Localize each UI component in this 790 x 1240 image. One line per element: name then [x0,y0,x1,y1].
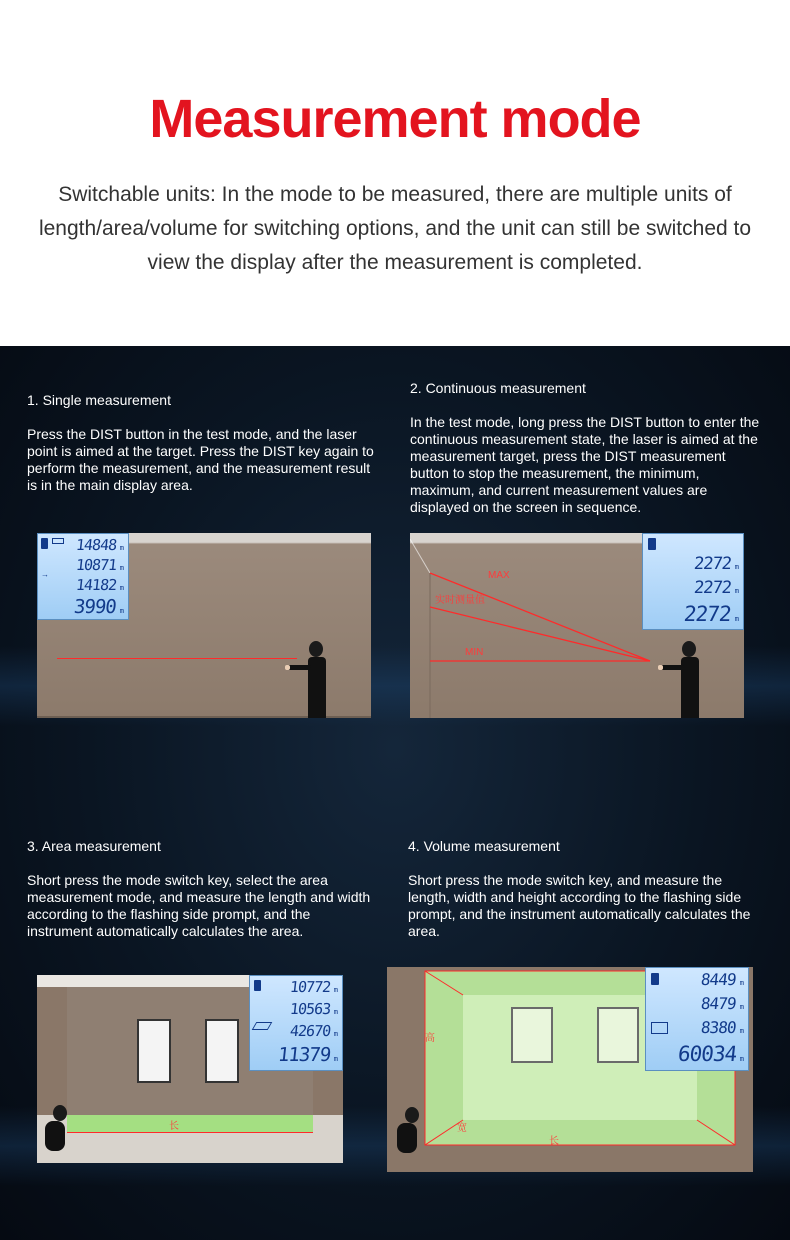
laser-line [67,1132,313,1133]
crouching-person-figure [391,1107,421,1157]
header [0,0,790,346]
dark-content-panel [0,346,790,1240]
lcd-main-row: 2272 m [682,602,739,626]
lcd-row: 8380 m [700,1018,744,1037]
lcd-row: 42670 m [288,1022,338,1040]
person-figure [299,641,339,718]
section-1-text: Press the DIST button in the test mode, and the laser point is aimed at the target. Press the DIST key again to perform the measurement, and the measurement result is in the main display area. [27,426,374,493]
lcd-row: 14848 m [74,536,124,554]
section-4-title: 4. Volume measurement [408,838,560,854]
max-label: MAX [488,570,510,581]
min-label: MIN [465,647,484,658]
section-1-photo [37,533,371,718]
section-3-title: 3. Area measurement [27,838,161,854]
lcd-row: 10563 m [288,1000,338,1018]
lcd-row: 2272 m [692,554,739,574]
window [137,1019,171,1083]
laser-line [57,658,297,659]
section-4-photo [387,967,753,1172]
lcd-row: 2272 m [692,578,739,598]
lcd-main-row: 3990 m [72,596,124,618]
section-1-title: 1. Single measurement [27,392,171,408]
device-icon [648,538,656,550]
section-2-title: 2. Continuous measurement [410,380,586,396]
length-label: 长 [549,1136,559,1147]
lcd-main-row: 60034 m [676,1042,744,1066]
arrow-icon: → [41,570,49,579]
lcd-row: 8449 m [700,970,744,989]
lcd-row: 10871 m [74,556,124,574]
section-4-text: Short press the mode switch key, and measure the length, width and height according to the flashing side prompt, and the instrument automatically calculates the area. [408,872,751,939]
lcd-display [249,975,343,1071]
lcd-main-row: 11379 m [276,1044,338,1066]
person-figure [672,641,712,718]
crouching-person-figure [39,1105,69,1155]
page-subtitle: Switchable units: In the mode to be measured, there are multiple units of length/area/volume for switching options, and the unit can still be switched to view the display after the measurement is completed. [38,183,752,274]
realtime-label: 实时测量值 [435,595,485,606]
length-label: 长 [169,1121,179,1132]
lcd-display [642,533,744,630]
lcd-display [645,967,749,1071]
section-2-text: In the test mode, long press the DIST button to enter the continuous measurement state, the laser is aimed at the measurement target, press the DIST measurement button to stop the measurement, the minimum, maximum, and current measurement values are displayed on the screen in sequence. [410,414,760,515]
section-3-photo [37,975,343,1163]
lcd-row: 10772 m [288,978,338,996]
area-highlight [67,1115,313,1133]
section-3-text: Short press the mode switch key, select the area measurement mode, and measure the length and width according to the flashing side prompt, and the instrument automatically calculates the area. [27,872,371,939]
lcd-display [37,533,129,620]
section-2-photo [410,533,744,718]
lcd-row: 14182 m [74,576,124,594]
height-label: 高 [425,1033,435,1044]
lcd-row: 8479 m [700,994,744,1013]
page-title: Measurement mode [149,89,641,149]
width-label: 宽 [457,1123,467,1134]
window [205,1019,239,1083]
